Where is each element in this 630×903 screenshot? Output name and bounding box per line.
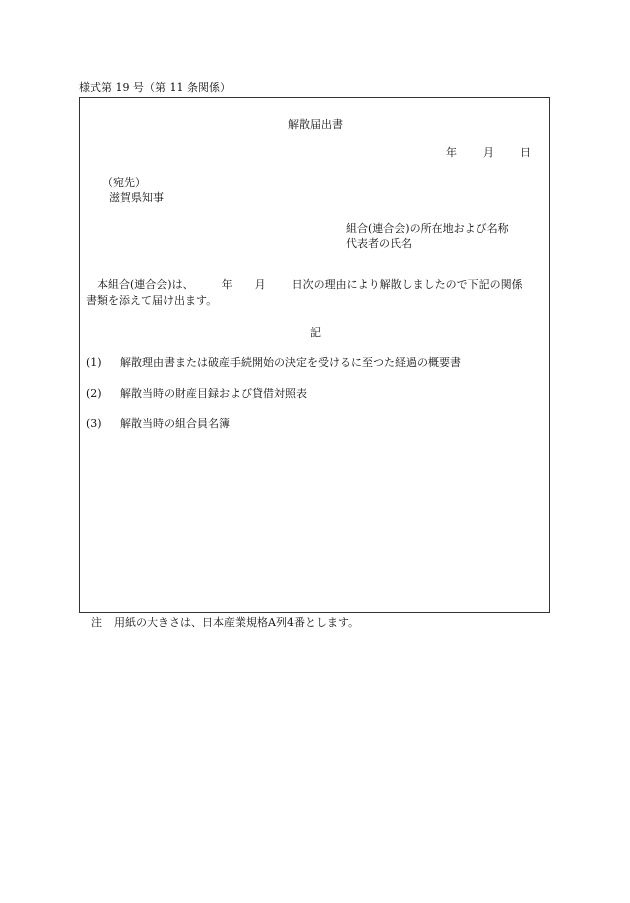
footnote [91,615,359,631]
applicant-address-name-label: 組合(連合会)の所在地および名称 [346,222,509,235]
list-item-number: (1) [86,356,102,369]
list-item-number: (2) [86,387,102,400]
list-item-text: 解散当時の組合員名簿 [120,417,230,430]
list-item [86,416,230,432]
footnote-text: 用紙の大きさは、日本産業規格A列4番とします。 [114,616,360,629]
footnote-label: 注 [91,616,102,629]
list-item [86,355,461,371]
body-month-label: 月 [254,278,266,291]
body-year-label: 年 [221,278,233,291]
list-item [86,386,307,402]
date-year-label: 年 [446,146,457,159]
list-item-text: 解散当時の財産目録および貸借対照表 [120,387,307,400]
document-title: 解散届出書 [288,118,343,131]
list-item-text: 解散理由書または破産手続開始の決定を受けるに至つた経過の概要書 [120,356,461,369]
addressee-name: 滋賀県知事 [109,191,164,204]
form-number: 様式第 19 号（第 11 条関係） [79,81,231,94]
body-text-part1: 本組合(連合会)は、 [97,278,194,291]
date-month-label: 月 [483,146,494,159]
ki-heading: 記 [310,326,321,339]
body-text-part2: 日次の理由により解散しましたので下記の関係 [291,278,523,291]
addressee-prefix: （宛先） [102,176,146,189]
date-line [446,145,531,161]
date-day-label: 日 [520,146,531,159]
form-frame [79,97,550,613]
list-item-number: (3) [86,417,102,430]
body-text [86,277,546,309]
body-text-part3: 書類を添えて届け出ます。 [86,293,218,307]
applicant-representative-label: 代表者の氏名 [346,237,412,250]
